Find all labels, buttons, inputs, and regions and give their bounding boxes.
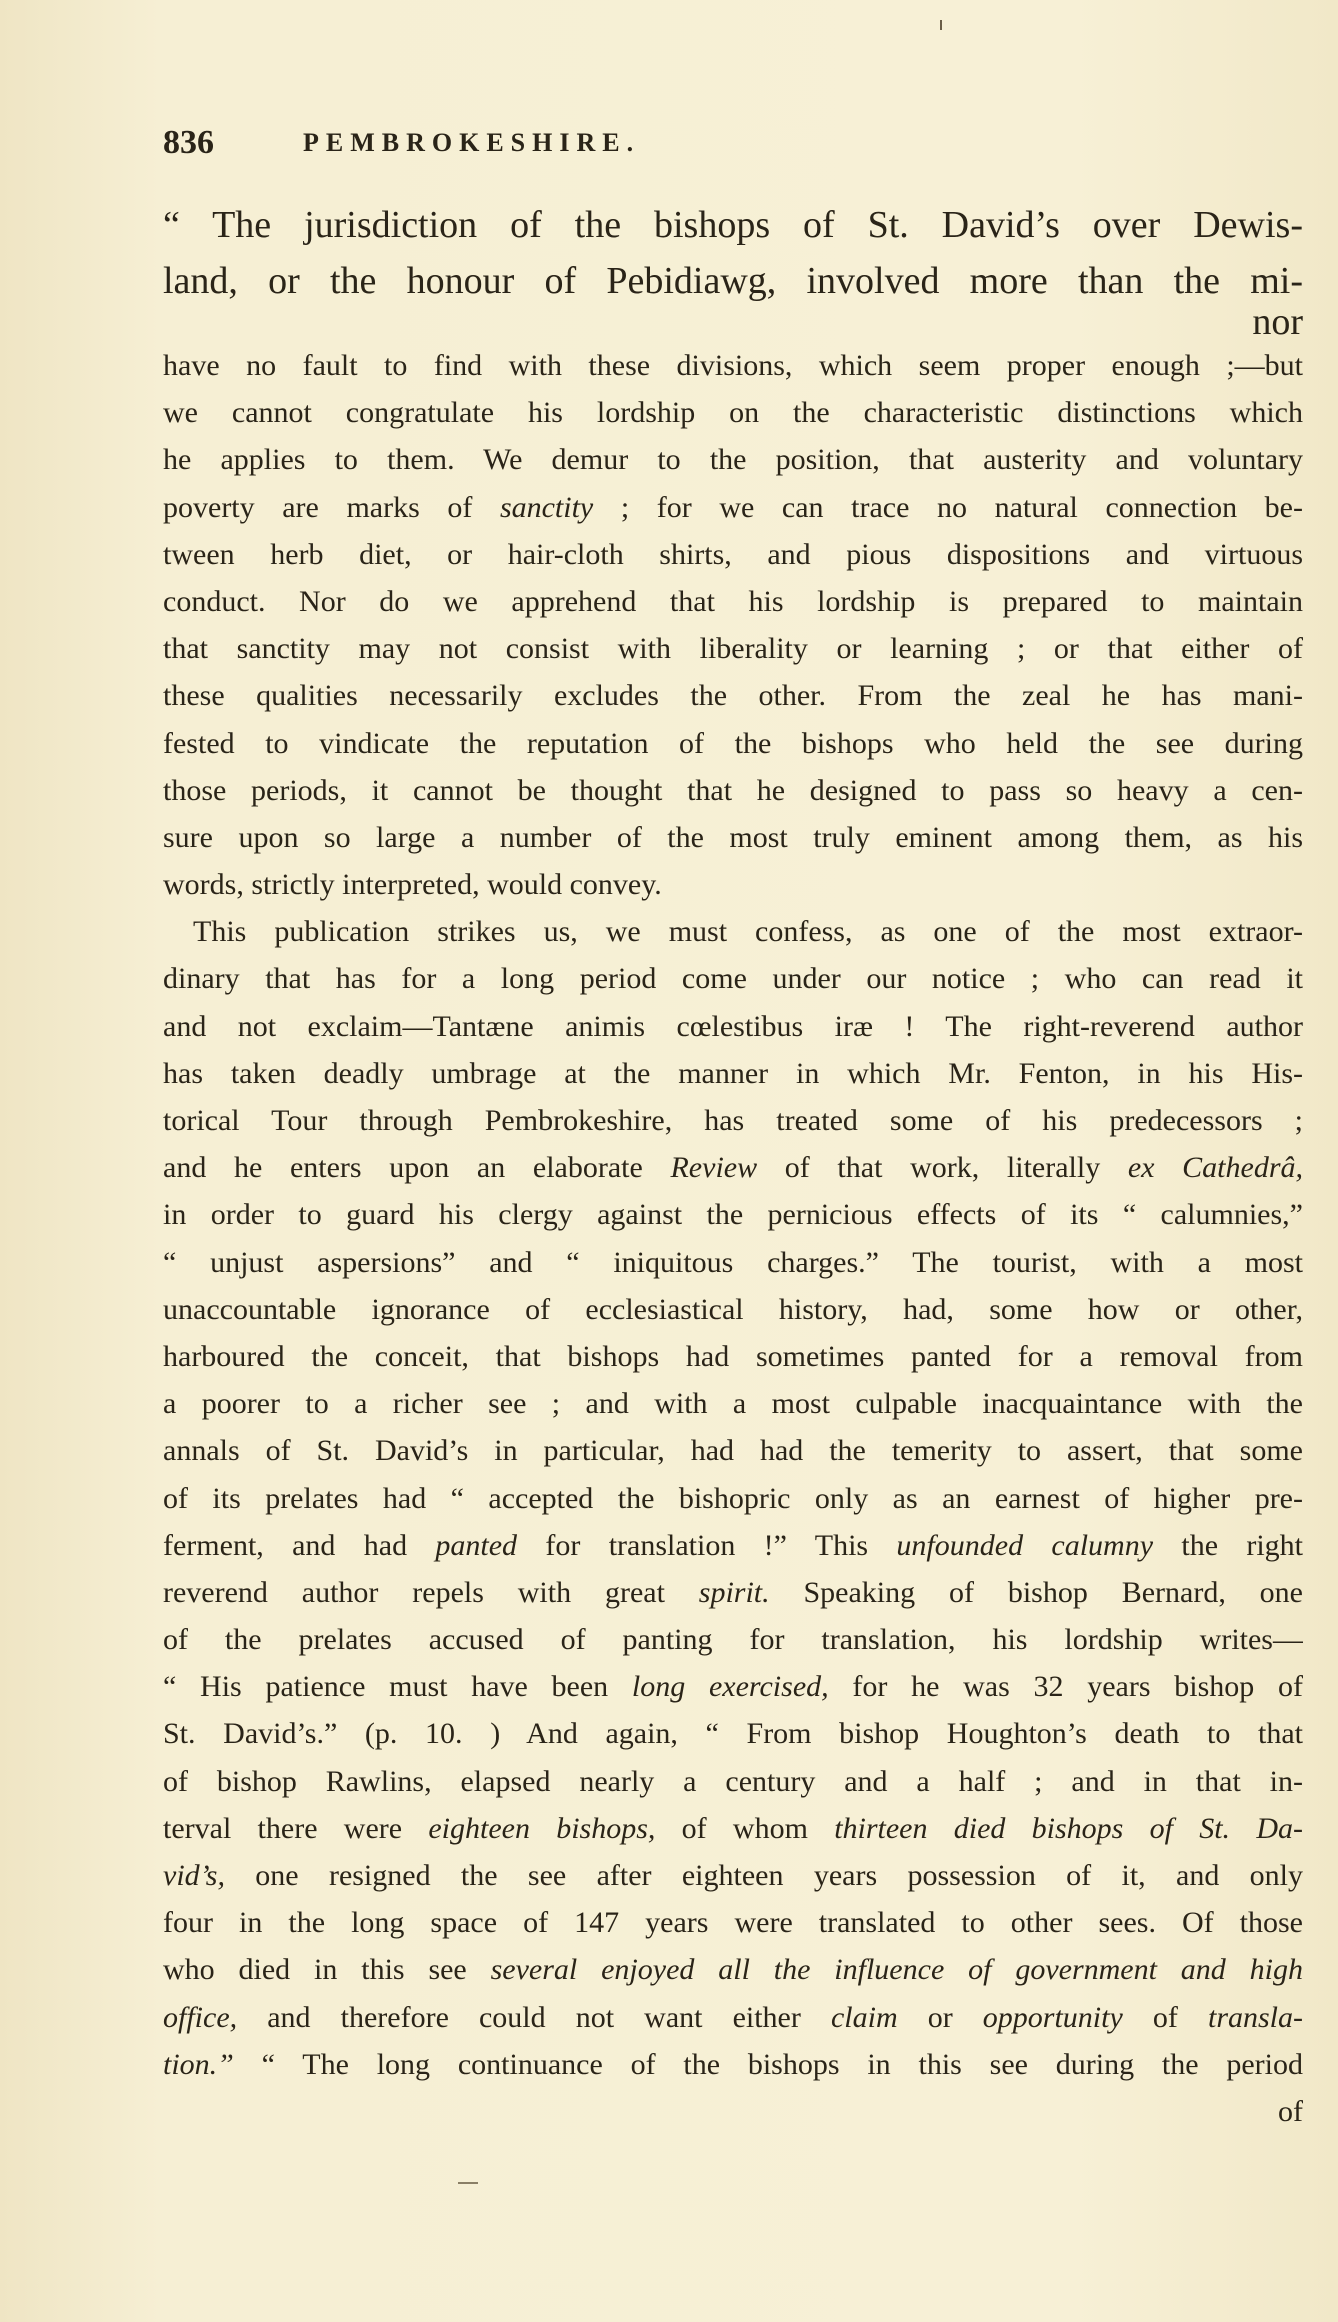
text-segment: that sanctity may not consist with liberality or learning ; or that either of <box>163 632 1303 666</box>
text-line <box>163 767 1303 814</box>
text-line <box>163 436 1303 483</box>
text-line <box>163 720 1303 767</box>
text-segment: nor <box>1252 305 1303 339</box>
text-segment: and he enters upon an elaborate <box>163 1151 671 1185</box>
text-segment: of that work, literally <box>757 1151 1128 1185</box>
text-segment: sure upon so large a number of the most truly eminent among them, as his <box>163 820 1303 854</box>
text-segment: one resigned the see after eighteen years possession of it, and only <box>224 1859 1303 1892</box>
text-segment: who died in this see <box>163 1953 491 1987</box>
text-line <box>163 389 1303 436</box>
text-segment: “ unjust aspersions” and “ iniquitous charges.” The tourist, with a most <box>163 1245 1303 1279</box>
text-line <box>163 1616 1303 1663</box>
text-segment: in order to guard his clergy against the pernicious effects of its “ calumnies,” <box>163 1198 1303 1232</box>
text-segment: these qualities necessarily excludes the other. From the zeal he has mani- <box>163 679 1303 713</box>
italic-text: ex Cathedrâ, <box>1127 1151 1303 1185</box>
italic-text: vid’s, <box>163 1859 225 1892</box>
italic-text: sanctity <box>499 490 594 524</box>
text-segment: harboured the conceit, that bishops had sometimes panted for a removal from <box>163 1339 1303 1373</box>
text-line <box>163 1946 1303 1993</box>
ink-mark <box>940 20 942 30</box>
text-line <box>163 861 1303 908</box>
text-line <box>163 1475 1303 1522</box>
text-segment: land, or the honour of Pebidiawg, involved more than the mi- <box>163 260 1303 302</box>
text-segment: he applies to them. We demur to the position, that austerity and voluntary <box>163 443 1303 477</box>
text-segment: of whom <box>655 1811 835 1845</box>
italic-text: long exercised, <box>631 1670 829 1704</box>
text-line <box>163 253 1303 309</box>
text-line <box>163 1333 1303 1380</box>
text-line <box>163 1994 1303 2041</box>
text-line <box>163 625 1303 672</box>
text-line <box>163 305 1303 339</box>
text-segment: of <box>1278 2094 1303 2128</box>
running-title: PEMBROKESHIRE. <box>303 128 641 157</box>
text-line <box>163 1805 1303 1852</box>
italic-text: panted <box>435 1528 518 1562</box>
text-segment: those periods, it cannot be thought that he designed to pass so heavy a cen- <box>163 773 1303 807</box>
text-line <box>163 342 1303 389</box>
text-segment: terval there were <box>163 1811 429 1845</box>
text-line <box>163 1569 1303 1616</box>
text-line <box>163 908 1303 955</box>
text-segment: of its prelates had “ accepted the bishopric only as an earnest of higher pre- <box>163 1481 1303 1515</box>
text-line <box>163 672 1303 719</box>
text-line <box>163 1239 1303 1286</box>
text-line <box>163 197 1303 253</box>
text-segment: for he was 32 years bishop of <box>828 1670 1303 1704</box>
text-line <box>163 1191 1303 1238</box>
italic-text: Review <box>670 1151 758 1185</box>
text-segment: a poorer to a richer see ; and with a most culpable inacquaintance with the <box>163 1387 1303 1421</box>
text-segment: of the prelates accused of panting for translation, his lordship writes— <box>163 1623 1303 1657</box>
italic-text: unfounded calumny <box>896 1528 1154 1562</box>
text-line <box>163 2088 1303 2135</box>
text-segment: have no fault to find with these divisions, which seem proper enough ;—but <box>163 349 1303 382</box>
quoted-passage <box>163 197 1303 339</box>
text-segment: the right <box>1153 1528 1303 1562</box>
text-line <box>163 1522 1303 1569</box>
text-line <box>163 1663 1303 1710</box>
italic-text: eighteen bishops, <box>428 1811 656 1845</box>
text-segment: conduct. Nor do we apprehend that his lordship is prepared to maintain <box>163 584 1303 618</box>
text-line <box>163 1286 1303 1333</box>
text-segment: and not exclaim—Tantæne animis cœlestibus iræ ! The right-reverend author <box>163 1009 1303 1043</box>
italic-text: opportunity <box>982 2000 1123 2034</box>
ink-mark <box>458 2182 478 2184</box>
italic-text: spirit. <box>698 1575 770 1609</box>
text-segment: fested to vindicate the reputation of the bishops who held the see during <box>163 726 1303 760</box>
text-line <box>163 1144 1303 1191</box>
text-segment: or <box>897 2000 983 2034</box>
text-segment: reverend author repels with great <box>163 1575 699 1609</box>
text-segment: This publication strikes us, we must confess, as one of the most extraor- <box>193 915 1303 949</box>
text-line <box>163 955 1303 1002</box>
text-line <box>163 484 1303 531</box>
italic-text: several enjoyed all the influence of government and high <box>490 1953 1303 1987</box>
text-segment: unaccountable ignorance of ecclesiastical history, had, some how or other, <box>163 1292 1303 1326</box>
italic-text: transla- <box>1207 2000 1303 2034</box>
text-segment: Speaking of bishop Bernard, one <box>769 1575 1303 1609</box>
italic-text: thirteen died bishops of St. Da- <box>834 1811 1303 1845</box>
text-segment: St. David’s.” (p. 10. ) And again, “ From bishop Houghton’s death to that <box>163 1717 1303 1751</box>
text-line <box>163 531 1303 578</box>
text-segment: torical Tour through Pembrokeshire, has treated some of his predecessors ; <box>163 1104 1303 1137</box>
text-line <box>163 1852 1303 1899</box>
text-line <box>163 578 1303 625</box>
text-segment: “ The long continuance of the bishops in this see during the period <box>233 2047 1303 2081</box>
text-segment: of bishop Rawlins, elapsed nearly a century and a half ; and in that in- <box>163 1764 1303 1798</box>
text-segment: ferment, and had <box>163 1528 436 1562</box>
text-line <box>163 1097 1303 1144</box>
text-segment: poverty are marks of <box>163 490 500 524</box>
text-segment: “ The jurisdiction of the bishops of St. David’s over Dewis- <box>163 204 1303 246</box>
page-number: 836 <box>163 124 214 161</box>
text-line <box>163 1710 1303 1757</box>
italic-text: tion.” <box>163 2047 234 2081</box>
text-segment: ; for we can trace no natural connection be- <box>593 490 1303 524</box>
text-line <box>163 1899 1303 1946</box>
text-line <box>163 1427 1303 1474</box>
text-line <box>163 1003 1303 1050</box>
text-line <box>163 1050 1303 1097</box>
text-segment: we cannot congratulate his lordship on the characteristic distinctions which <box>163 396 1303 430</box>
text-segment: and therefore could not want either <box>237 2000 831 2034</box>
text-line <box>163 2041 1303 2088</box>
text-segment: annals of St. David’s in particular, had had the temerity to assert, that some <box>163 1434 1303 1468</box>
text-line <box>163 1758 1303 1805</box>
text-segment: “ His patience must have been <box>163 1670 632 1704</box>
text-segment: dinary that has for a long period come under our notice ; who can read it <box>163 962 1303 996</box>
italic-text: claim <box>830 2000 898 2034</box>
text-segment: words, strictly interpreted, would convey. <box>163 868 662 902</box>
body-text <box>163 342 1303 2135</box>
text-line <box>163 1380 1303 1427</box>
italic-text: office, <box>163 2000 238 2034</box>
text-segment: four in the long space of 147 years were translated to other sees. Of those <box>163 1906 1303 1940</box>
text-segment: has taken deadly umbrage at the manner in which Mr. Fenton, in his His- <box>163 1056 1303 1090</box>
text-segment: of <box>1122 2000 1208 2034</box>
text-segment: tween herb diet, or hair-cloth shirts, and pious dispositions and virtuous <box>163 537 1303 571</box>
text-segment: for translation !” This <box>517 1528 897 1562</box>
text-line <box>163 814 1303 861</box>
